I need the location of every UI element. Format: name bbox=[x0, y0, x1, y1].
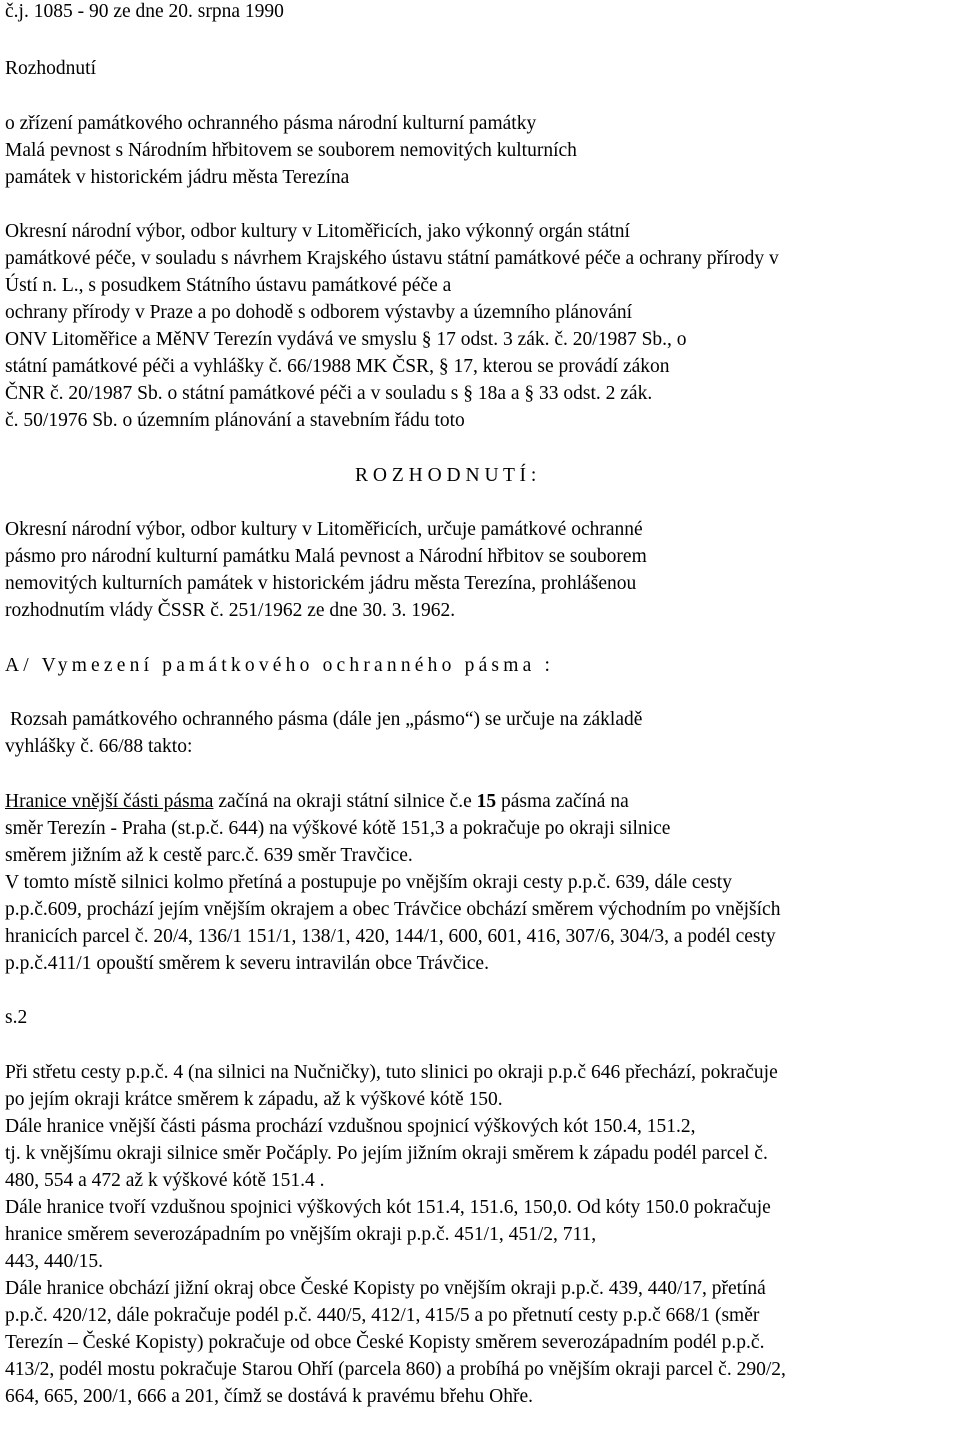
boundary-line: směrem jižním až k cestě parc.č. 639 směr Travčice. bbox=[5, 845, 413, 866]
reference-line: č.j. 1085 - 90 ze dne 20. srpna 1990 bbox=[5, 1, 284, 22]
subject-line: Malá pevnost s Národním hřbitovem se souborem nemovitých kulturních bbox=[5, 140, 577, 161]
boundary-line: hranicích parcel č. 20/4, 136/1 151/1, 138/1, 420, 144/1, 600, 601, 416, 307/6, 304/3, a podél cesty bbox=[5, 926, 776, 947]
continuation-line: 443, 440/15. bbox=[5, 1251, 104, 1272]
decision-line: rozhodnutím vlády ČSSR č. 251/1962 ze dne 30. 3. 1962. bbox=[5, 600, 456, 621]
preamble-line: č. 50/1976 Sb. o územním plánování a stavebním řádu toto bbox=[5, 410, 465, 431]
continuation-line: Dále hranice vnější části pásma prochází vzdušnou spojnicí výškových kót 150.4, 151.2, bbox=[5, 1116, 696, 1137]
boundary-text: pásma začíná na bbox=[496, 791, 629, 812]
preamble-line: Okresní národní výbor, odbor kultury v Litoměřicích, jako výkonný orgán státní bbox=[5, 221, 630, 242]
boundary-line: p.p.č.609, prochází jejím vnějším okrajem a obec Trávčice obchází směrem východním po vnějších bbox=[5, 899, 781, 920]
decision-line: pásmo pro národní kulturní památku Malá pevnost a Národní hřbitov se souborem bbox=[5, 546, 647, 567]
scope-line: Rozsah památkového ochranného pásma (dále jen „pásmo“) se určuje na základě bbox=[10, 709, 643, 730]
scope-line: vyhlášky č. 66/88 takto: bbox=[5, 736, 193, 757]
continuation-line: Terezín – České Kopisty) pokračuje od obce České Kopisty směrem severozápadním podél p.p.č. bbox=[5, 1332, 765, 1353]
preamble-line: ochrany přírody v Praze a po dohodě s odborem výstavby a územního plánování bbox=[5, 302, 633, 323]
continuation-line: p.p.č. 420/12, dále pokračuje podél p.č. 440/5, 412/1, 415/5 a po přetnutí cesty p.p.č 668/1 (směr bbox=[5, 1305, 760, 1326]
boundary-first-line bbox=[5, 791, 629, 813]
decision-heading: R O Z H O D N U T Í : bbox=[355, 465, 537, 486]
continuation-line: Při střetu cesty p.p.č. 4 (na silnici na Nučničky), tuto slinici po okraji p.p.č 646 přechází, pokračuje bbox=[5, 1062, 778, 1083]
boundary-underlined-lead: Hranice vnější části pásma bbox=[5, 791, 214, 812]
continuation-line: Dále hranice tvoří vzdušnou spojnici výškových kót 151.4, 151.6, 150,0. Od kóty 150.0 pokračuje bbox=[5, 1197, 771, 1218]
continuation-line: Dále hranice obchází jižní okraj obce České Kopisty po vnějším okraji p.p.č. 439, 440/17, přetíná bbox=[5, 1278, 766, 1299]
preamble-line: státní památkové péči a vyhlášky č. 66/1988 MK ČSR, § 17, kterou se provádí zákon bbox=[5, 356, 670, 377]
preamble-line: ONV Litoměřice a MěNV Terezín vydává ve smyslu § 17 odst. 3 zák. č. 20/1987 Sb., o bbox=[5, 329, 687, 350]
decision-line: Okresní národní výbor, odbor kultury v Litoměřicích, určuje památkové ochranné bbox=[5, 519, 643, 540]
decision-line: nemovitých kulturních památek v historickém jádru města Terezína, prohlášenou bbox=[5, 573, 637, 594]
boundary-line: V tomto místě silnici kolmo přetíná a postupuje po vnějším okraji cesty p.p.č. 639, dále cesty bbox=[5, 872, 732, 893]
boundary-bold-number: 15 bbox=[476, 791, 497, 812]
section-a-heading: A/ Vymezení památkového ochranného pásma : bbox=[5, 655, 555, 676]
continuation-line: 664, 665, 200/1, 666 a 201, čímž se dostává k pravému břehu Ohře. bbox=[5, 1386, 534, 1407]
boundary-text: začíná na okraji státní silnice č.e bbox=[213, 791, 477, 812]
continuation-line: hranice směrem severozápadním po vnějším okraji p.p.č. 451/1, 451/2, 711, bbox=[5, 1224, 597, 1245]
continuation-line: tj. k vnějšímu okraji silnice směr Počáply. Po jejím jižním okraji směrem k západu podél parcel č. bbox=[5, 1143, 768, 1164]
continuation-line: 413/2, podél mostu pokračuje Starou Ohří (parcela 860) a probíhá po vnějším okraji parcel č. 290/2, bbox=[5, 1359, 786, 1380]
subject-line: o zřízení památkového ochranného pásma národní kulturní památky bbox=[5, 113, 537, 134]
continuation-line: 480, 554 a 472 až k výškové kótě 151.4 . bbox=[5, 1170, 325, 1191]
preamble-line: Ústí n. L., s posudkem Státního ústavu památkové péče a bbox=[5, 275, 452, 296]
preamble-line: památkové péče, v souladu s návrhem Krajského ústavu státní památkové péče a ochrany přírody v bbox=[5, 248, 779, 269]
continuation-line: po jejím okraji krátce směrem k západu, až k výškové kótě 150. bbox=[5, 1089, 503, 1110]
preamble-line: ČNR č. 20/1987 Sb. o státní památkové péči a v souladu s § 18a a § 33 odst. 2 zák. bbox=[5, 383, 653, 404]
subject-line: památek v historickém jádru města Terezína bbox=[5, 167, 350, 188]
boundary-line: směr Terezín - Praha (st.p.č. 644) na výškové kótě 151,3 a pokračuje po okraji silnice bbox=[5, 818, 671, 839]
document-title: Rozhodnutí bbox=[5, 58, 96, 79]
boundary-line: p.p.č.411/1 opouští směrem k severu intravilán obce Trávčice. bbox=[5, 953, 489, 974]
page-marker: s.2 bbox=[5, 1007, 28, 1028]
